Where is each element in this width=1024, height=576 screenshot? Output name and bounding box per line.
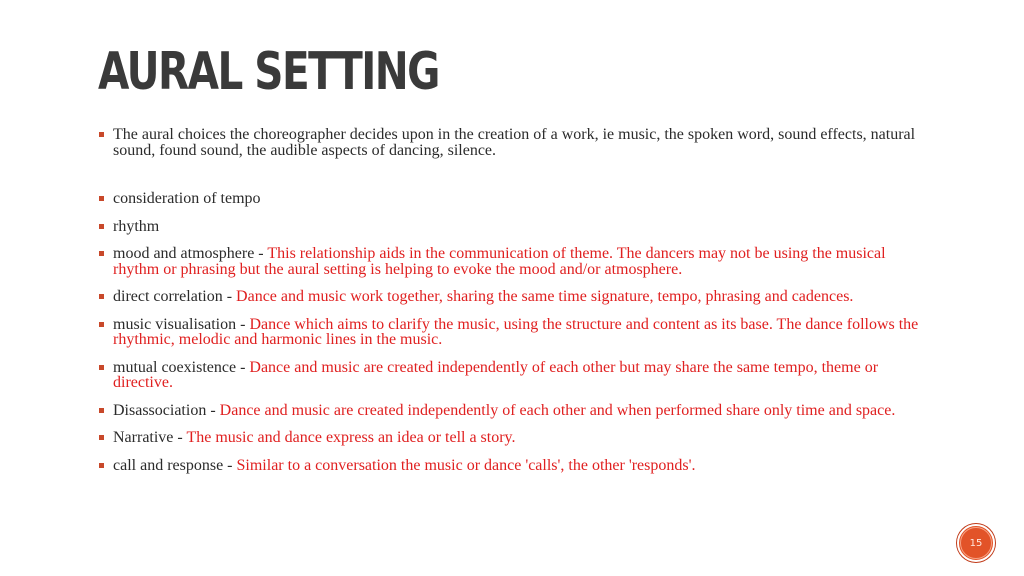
bullet-marker xyxy=(99,322,104,327)
bullet-item xyxy=(97,317,927,348)
bullet-lead: direct correlation - xyxy=(113,288,237,305)
bullet-marker xyxy=(99,294,104,299)
bullet-item xyxy=(97,127,927,158)
bullet-detail: Similar to a conversation the music or dance 'calls', the other 'responds'. xyxy=(236,456,696,474)
bullet-item xyxy=(97,458,927,474)
bullet-marker xyxy=(99,251,104,256)
bullet-detail: Dance and music are created independently of each other but may share the same tempo, theme or directive. xyxy=(113,358,879,391)
bullet-detail: Dance which aims to clarify the music, using the structure and content as its base. The dance follows the rhythmic, melodic and harmonic lines in the music. xyxy=(113,315,919,348)
bullet-item xyxy=(97,403,927,419)
bullet-lead: mutual coexistence - xyxy=(113,358,250,376)
bullet-lead: music visualisation - xyxy=(113,315,250,333)
bullet-marker xyxy=(99,196,104,201)
bullet-item xyxy=(97,289,927,305)
bullet-item xyxy=(97,191,927,207)
bullet-lead: rhythm xyxy=(113,217,160,235)
bullet-detail: Dance and music work together, sharing the same time signature, tempo, phrasing and cadences. xyxy=(236,288,854,305)
page-number-ring xyxy=(960,527,992,559)
bullet-item xyxy=(97,430,927,446)
bullet-lead: The aural choices the choreographer decides upon in the creation of a work, ie music, the spoken word, sound effects, natural sound, found sound, the audible aspects of dancing, silence. xyxy=(113,126,916,159)
bullet-marker xyxy=(99,463,104,468)
bullet-marker xyxy=(99,435,104,440)
bullet-detail: The music and dance express an idea or tell a story. xyxy=(186,429,516,446)
bullet-detail: This relationship aids in the communication of theme. The dancers may not be using the musical rhythm or phrasing but the aural setting is helping to evoke the mood and/or atmosphere. xyxy=(113,245,886,278)
bullet-marker xyxy=(99,224,104,229)
bullet-list xyxy=(97,127,927,473)
bullet-marker xyxy=(99,132,104,137)
bullet-marker xyxy=(99,365,104,370)
bullet-marker xyxy=(99,408,104,413)
bullet-lead: Narrative - xyxy=(113,429,187,446)
bullet-lead: consideration of tempo xyxy=(113,190,261,207)
page-number: 15 xyxy=(969,537,983,549)
bullet-item xyxy=(97,360,927,391)
bullet-lead: mood and atmosphere - xyxy=(113,245,268,262)
bullet-lead: call and response - xyxy=(113,456,237,474)
bullet-detail: Dance and music are created independently of each other and when performed share only time and space. xyxy=(219,401,896,419)
slide-title: AURAL SETTING xyxy=(98,42,439,102)
bullet-item xyxy=(97,219,927,235)
bullet-item xyxy=(97,246,927,277)
bullet-lead: Disassociation - xyxy=(113,401,220,419)
page-number-badge[interactable] xyxy=(957,524,995,562)
